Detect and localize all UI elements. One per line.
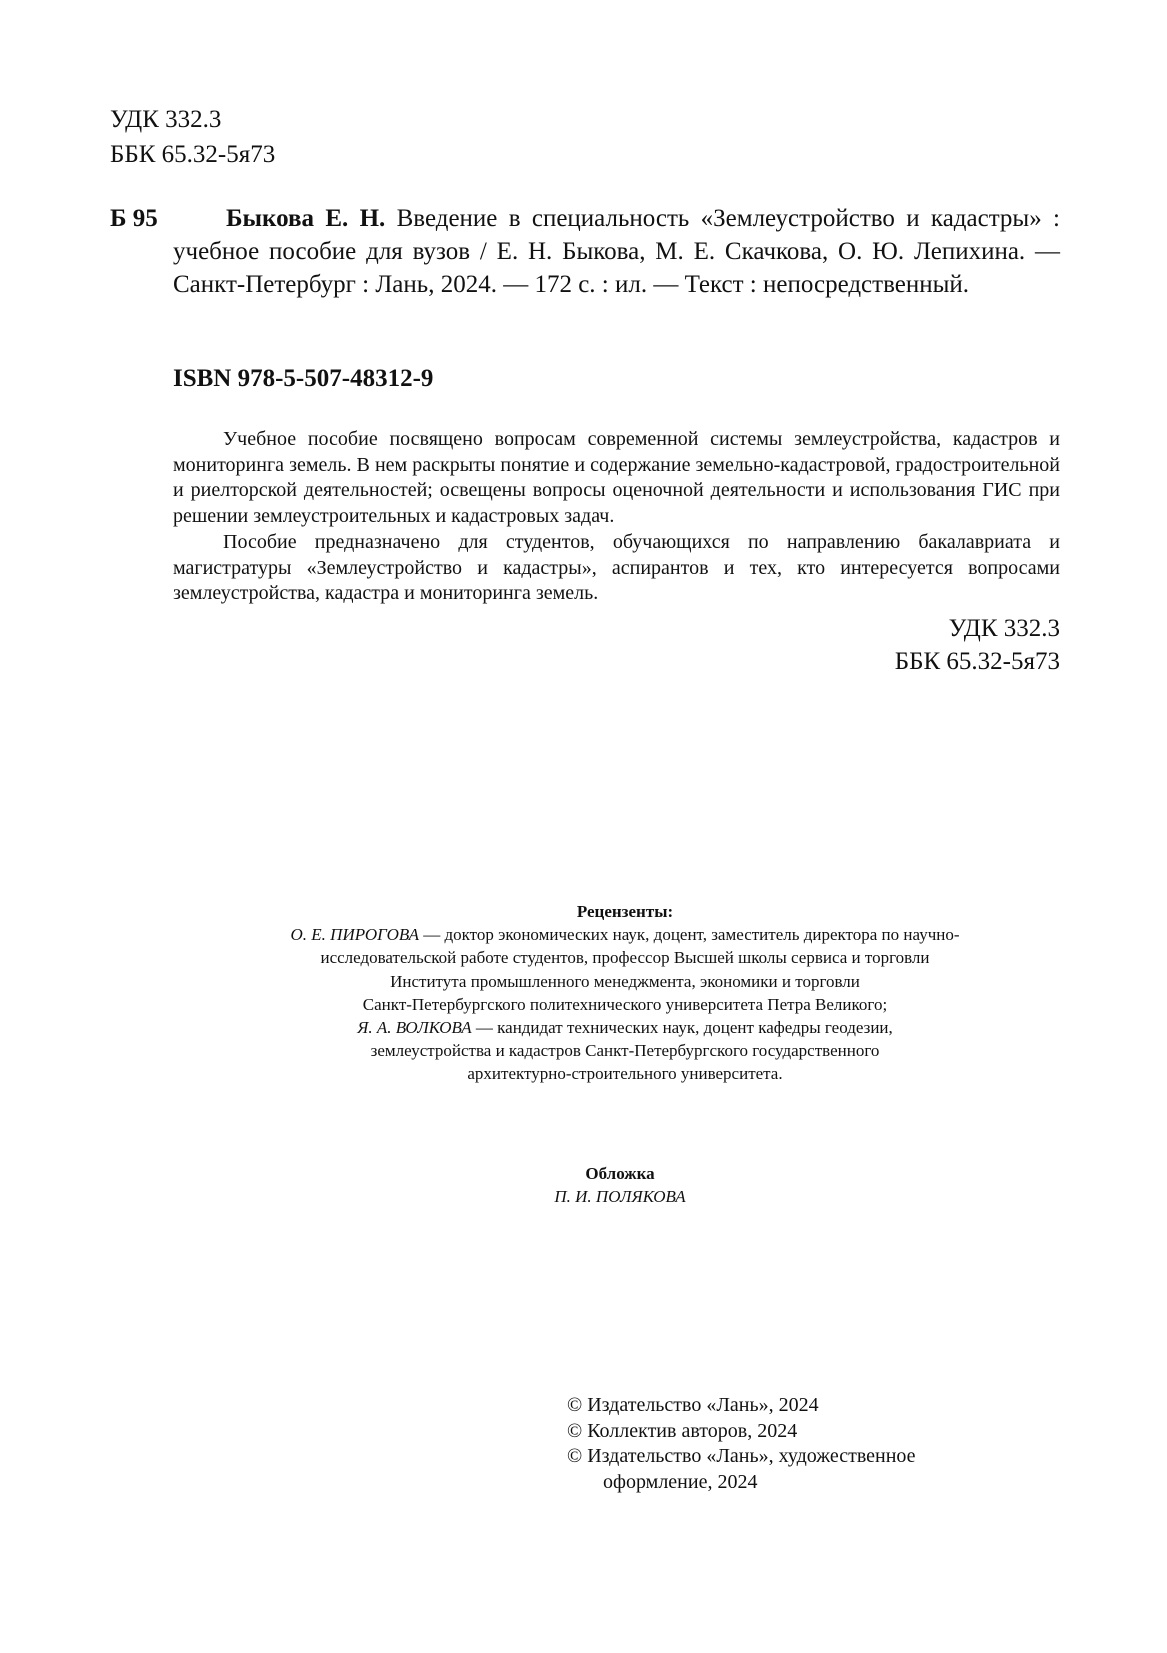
copyright-design: © Издательство «Лань», художественное — [567, 1445, 916, 1467]
annotation-paragraph-2: Пособие предназначено для студентов, обучающихся по направлению бакалавриата и магистратуры «Землеустройство и кадастры», аспирантов и тех, кто интересуется вопросами землеустройства, кадастра и мониторинга земель. — [173, 530, 1060, 605]
annotation — [173, 427, 1060, 607]
reviewers-block — [210, 900, 1040, 1086]
reviewer-2-line-3: архитектурно-строительного университета. — [467, 1064, 783, 1084]
isbn: ISBN 978-5-507-48312-9 — [173, 365, 434, 392]
reviewer-1-name: О. Е. ПИРОГОВА — [290, 925, 419, 945]
author-name: Быкова Е. Н. — [226, 205, 386, 232]
copyright-authors: © Коллектив авторов, 2024 — [567, 1419, 798, 1442]
bbk-code: ББК 65.32-5я73 — [110, 141, 276, 168]
annotation-paragraph-1: Учебное пособие посвящено вопросам современной системы землеустройства, кадастров и мониторинга земель. В нем раскрыты понятие и содержание земельно-кадастровой, градостроительной и риелторской деятельностей; освещены вопросы оценочной деятельности и использования ГИС при решении землеустроительных и кадастровых задач. — [173, 428, 1060, 528]
bibliographic-record — [110, 202, 1060, 301]
copyright-block — [567, 1393, 916, 1495]
classification-top — [110, 102, 275, 172]
reviewer-1-line-4: Санкт-Петербургского политехнического университета Петра Великого; — [362, 994, 888, 1014]
cover-designer: П. И. ПОЛЯКОВА — [554, 1187, 686, 1206]
bbk-code-bottom: ББК 65.32-5я73 — [894, 648, 1060, 675]
reviewer-1-line-1: О. Е. ПИРОГОВА — доктор экономических наук, доцент, заместитель директора по научно- — [290, 925, 960, 945]
reviewer-1-line-2: исследовательской работе студентов, профессор Высшей школы сервиса и торговли — [320, 948, 930, 968]
reviewer-2-line-1: Я. А. ВОЛКОВА — кандидат технических наук, доцент кафедры геодезии, — [357, 1018, 893, 1038]
classification-bottom — [895, 612, 1060, 678]
author-sign: Б 95 — [110, 205, 158, 232]
reviewer-2-line-2: землеустройства и кадастров Санкт-Петербургского государственного — [370, 1041, 880, 1061]
reviewer-1-line-3: Института промышленного менеджмента, экономики и торговли — [390, 971, 860, 991]
cover-credit — [360, 1162, 880, 1208]
reviewer-2-name: Я. А. ВОЛКОВА — [357, 1018, 472, 1038]
udk-code: УДК 332.3 — [110, 106, 222, 133]
udk-code-bottom: УДК 332.3 — [948, 615, 1060, 642]
description-text: Введение в специальность «Землеустройство и кадастры» : учебное пособие для вузов / Е. Н. Быкова, М. Е. Скачкова, О. Ю. Лепихина. — Санкт-Петербург : Лань, 2024. — 172 с. : ил. — Текст : непосредственный. — [173, 205, 1061, 298]
copyright-design-continued: оформление, 2024 — [603, 1470, 758, 1493]
bibliographic-description — [173, 202, 1060, 301]
reviewers-heading: Рецензенты: — [576, 902, 674, 921]
cover-heading: Обложка — [585, 1164, 655, 1183]
copyright-publisher: © Издательство «Лань», 2024 — [567, 1394, 819, 1416]
